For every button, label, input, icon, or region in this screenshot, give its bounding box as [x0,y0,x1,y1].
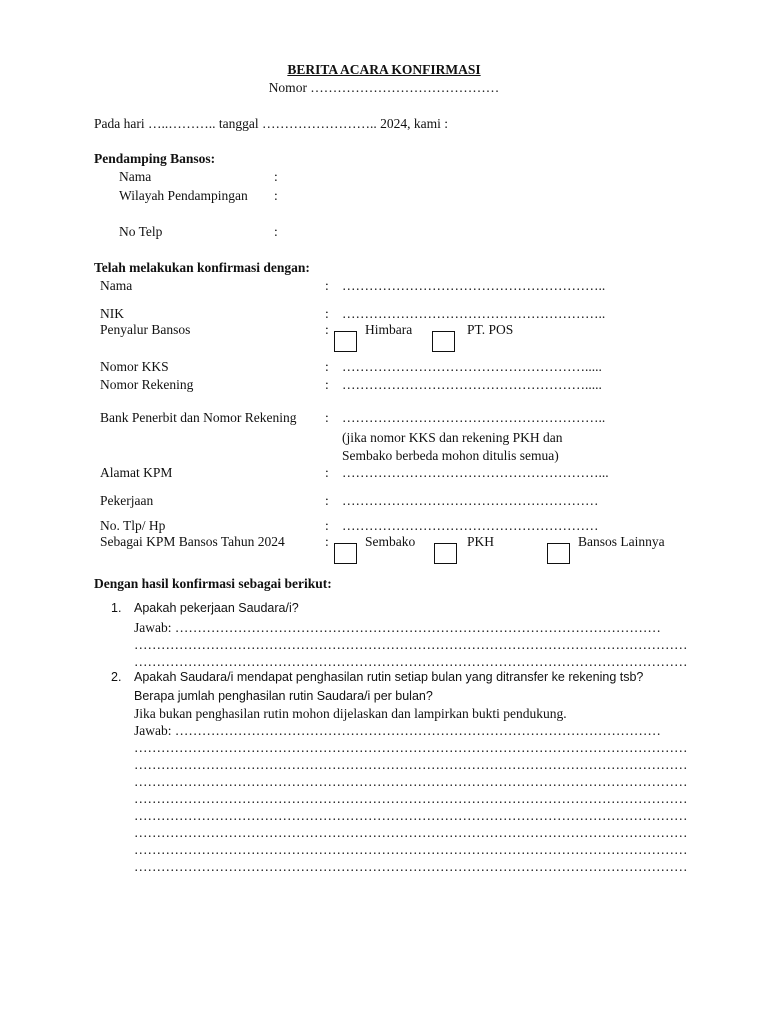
pkh-option-label: PKH [467,534,495,549]
kpm-rekening-dots: ………………………………………………..... [342,377,602,392]
kpm-penyalur-label: Penyalur Bansos [100,322,191,337]
kpm-sebagai-colon: : [325,534,329,549]
section-konfirmasi-heading: Telah melakukan konfirmasi dengan: [94,260,310,275]
bansos-lainnya-option-label: Bansos Lainnya [578,534,665,549]
document-number: Nomor …………………………………… [268,80,500,95]
pendamping-telp-label: No Telp [119,224,163,239]
question-2-text-1: Apakah Saudara/i mendapat penghasilan rutin setiap bulan yang ditransfer ke rekening tsb? [134,670,644,684]
kpm-kks-label: Nomor KKS [100,359,169,374]
kpm-bank-note-1: (jika nomor KKS dan rekening PKH dan [342,430,563,445]
kpm-kks-colon: : [325,359,329,374]
section-pendamping-heading: Pendamping Bansos: [94,151,216,166]
question-1-dotline: …………………………………………………………………………………………………………… [134,654,688,669]
pendamping-wilayah-colon: : [274,188,278,203]
kpm-pekerjaan-colon: : [325,493,329,508]
himbara-checkbox[interactable] [334,331,357,352]
question-2-text-3: Jika bukan penghasilan rutin mohon dijelaskan dan lampirkan bukti pendukung. [134,706,567,721]
question-2-text-2: Berapa jumlah penghasilan rutin Saudara/i per bulan? [134,689,433,703]
section-hasil-heading: Dengan hasil konfirmasi sebagai berikut: [94,576,332,591]
kpm-alamat-colon: : [325,465,329,480]
kpm-rekening-label: Nomor Rekening [100,377,194,392]
question-2-jawab: Jawab: ……………………………………………………………………………………………… [134,723,661,738]
question-2-dotline: …………………………………………………………………………………………………………… [134,825,688,840]
question-1-number: 1. [111,601,122,615]
kpm-rekening-colon: : [325,377,329,392]
pendamping-nama-label: Nama [119,169,152,184]
pendamping-wilayah-label: Wilayah Pendampingan [119,188,248,203]
kpm-bank-dots: ………………………………………………….. [342,410,606,425]
kpm-nik-label: NIK [100,306,124,321]
kpm-alamat-dots: …………………………………………………... [342,465,609,480]
question-2-dotline: …………………………………………………………………………………………………………… [134,740,688,755]
question-1-jawab: Jawab: ……………………………………………………………………………………………… [134,620,661,635]
kpm-tlp-label: No. Tlp/ Hp [100,518,166,533]
kpm-pekerjaan-label: Pekerjaan [100,493,154,508]
ptpos-checkbox[interactable] [432,331,455,352]
question-2-dotline: …………………………………………………………………………………………………………… [134,791,688,806]
kpm-tlp-dots: ………………………………………………… [342,518,599,533]
question-2-dotline: …………………………………………………………………………………………………………… [134,774,688,789]
question-2-dotline: …………………………………………………………………………………………………………… [134,808,688,823]
question-1-dotline: …………………………………………………………………………………………………………… [134,637,688,652]
question-2-number: 2. [111,670,122,684]
kpm-pekerjaan-dots: ………………………………………………… [342,493,599,508]
question-1-text: Apakah pekerjaan Saudara/i? [134,601,299,615]
kpm-penyalur-colon: : [325,322,329,337]
pendamping-telp-colon: : [274,224,278,239]
himbara-option-label: Himbara [365,322,413,337]
kpm-bank-label: Bank Penerbit dan Nomor Rekening [100,410,297,425]
sembako-checkbox[interactable] [334,543,357,564]
kpm-sebagai-label: Sebagai KPM Bansos Tahun 2024 [100,534,285,549]
kpm-nik-dots: ………………………………………………….. [342,306,606,321]
sembako-option-label: Sembako [365,534,416,549]
kpm-alamat-label: Alamat KPM [100,465,173,480]
kpm-kks-dots: ………………………………………………..... [342,359,602,374]
kpm-bank-colon: : [325,410,329,425]
question-2-dotline: …………………………………………………………………………………………………………… [134,757,688,772]
kpm-nama-dots: ………………………………………………….. [342,278,606,293]
document-title: BERITA ACARA KONFIRMASI [287,62,481,77]
kpm-tlp-colon: : [325,518,329,533]
pendamping-nama-colon: : [274,169,278,184]
kpm-nik-colon: : [325,306,329,321]
ptpos-option-label: PT. POS [467,322,514,337]
question-2-dotline: …………………………………………………………………………………………………………… [134,859,688,874]
intro-line: Pada hari …..……….. tanggal …………………….. 2024, kami : [94,116,448,131]
pkh-checkbox[interactable] [434,543,457,564]
kpm-nama-label: Nama [100,278,133,293]
kpm-nama-colon: : [325,278,329,293]
bansos-lainnya-checkbox[interactable] [547,543,570,564]
question-2-dotline: …………………………………………………………………………………………………………… [134,842,688,857]
kpm-bank-note-2: Sembako berbeda mohon ditulis semua) [342,448,559,463]
